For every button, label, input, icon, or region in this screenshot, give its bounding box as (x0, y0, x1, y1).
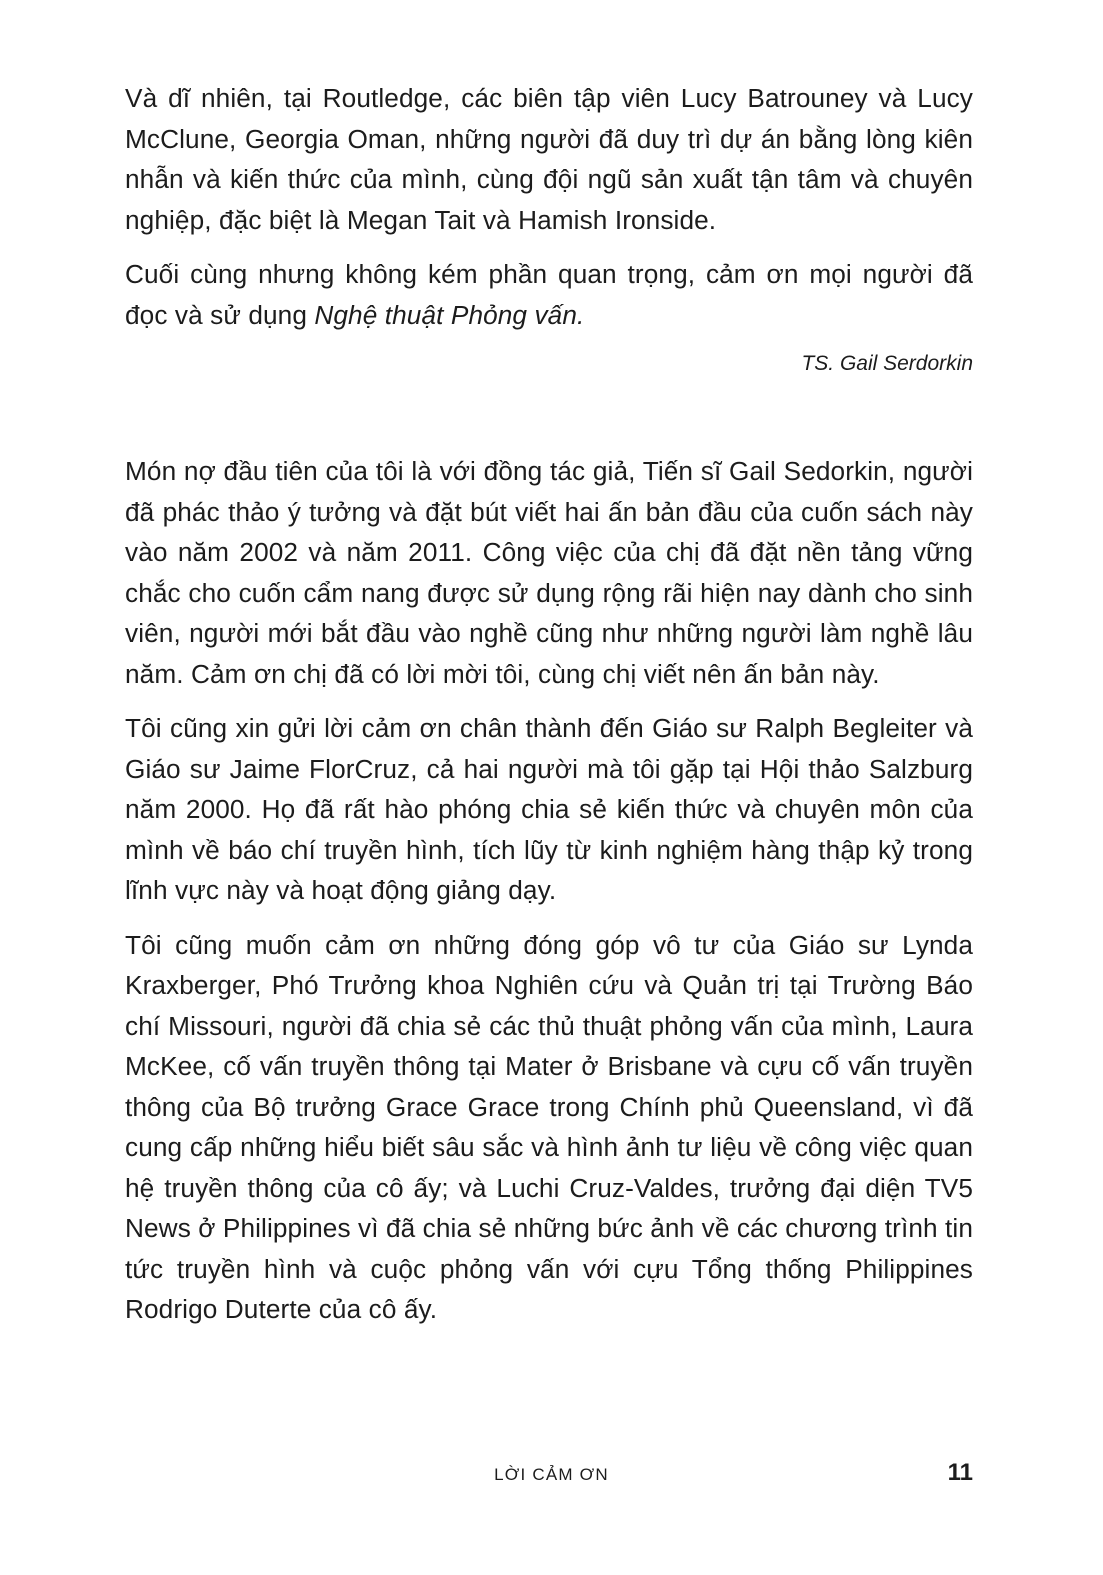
page-number: 11 (947, 1459, 973, 1486)
page-body (125, 78, 973, 1344)
running-footer-title: LỜI CẢM ƠN (494, 1465, 609, 1484)
paragraph-professors: Tôi cũng xin gửi lời cảm ơn chân thành đến Giáo sư Ralph Begleiter và Giáo sư Jaime FlorCruz, cả hai người mà tôi gặp tại Hội thảo Salzburg năm 2000. Họ đã rất hào phóng chia sẻ kiến thức và chuyên môn của mình về báo chí truyền hình, tích lũy từ kinh nghiệm hàng thập kỷ trong lĩnh vực này và hoạt động giảng dạy. (125, 713, 973, 905)
paragraph-routledge-editors: Và dĩ nhiên, tại Routledge, các biên tập viên Lucy Batrouney và Lucy McClune, Georgia Oman, những người đã duy trì dự án bằng lòng kiên nhẫn và kiến thức của mình, cùng đội ngũ sản xuất tận tâm và chuyên nghiệp, đặc biệt là Megan Tait và Hamish Ironside. (125, 83, 973, 235)
author-signature: TS. Gail Serdorkin (801, 352, 973, 375)
paragraph-coauthor: Món nợ đầu tiên của tôi là với đồng tác giả, Tiến sĩ Gail Sedorkin, người đã phác thảo ý tưởng và đặt bút viết hai ấn bản đầu của cuốn sách này vào năm 2002 và năm 2011. Công việc của chị đã đặt nền tảng vững chắc cho cuốn cẩm nang được sử dụng rộng rãi hiện nay dành cho sinh viên, người mới bắt đầu vào nghề cũng như những người làm nghề lâu năm. Cảm ơn chị đã có lời mời tôi, cùng chị viết nên ấn bản này. (125, 456, 973, 689)
section-divider-space (125, 379, 973, 451)
paragraph-thanks-readers (125, 254, 973, 335)
paragraph-thanks-readers-text: Cuối cùng nhưng không kém phần quan trọng, cảm ơn mọi người đã đọc và sử dụng (125, 259, 973, 330)
paragraph-contributors: Tôi cũng muốn cảm ơn những đóng góp vô tư của Giáo sư Lynda Kraxberger, Phó Trưởng khoa Nghiên cứu và Quản trị tại Trường Báo chí Missouri, người đã chia sẻ các thủ thuật phỏng vấn của mình, Laura McKee, cố vấn truyền thông tại Mater ở Brisbane và cựu cố vấn truyền thông của Bộ trưởng Grace Grace trong Chính phủ Queensland, vì đã cung cấp những hiểu biết sâu sắc và hình ảnh tư liệu về công việc quan hệ truyền thông của cô ấy; và Luchi Cruz-Valdes, trưởng đại diện TV5 News ở Philippines vì đã chia sẻ những bức ảnh về các chương trình tin tức truyền hình và cuộc phỏng vấn với cựu Tổng thống Philippines Rodrigo Duterte của cô ấy. (125, 929, 973, 1324)
book-title: Nghệ thuật Phỏng vấn. (314, 299, 585, 330)
